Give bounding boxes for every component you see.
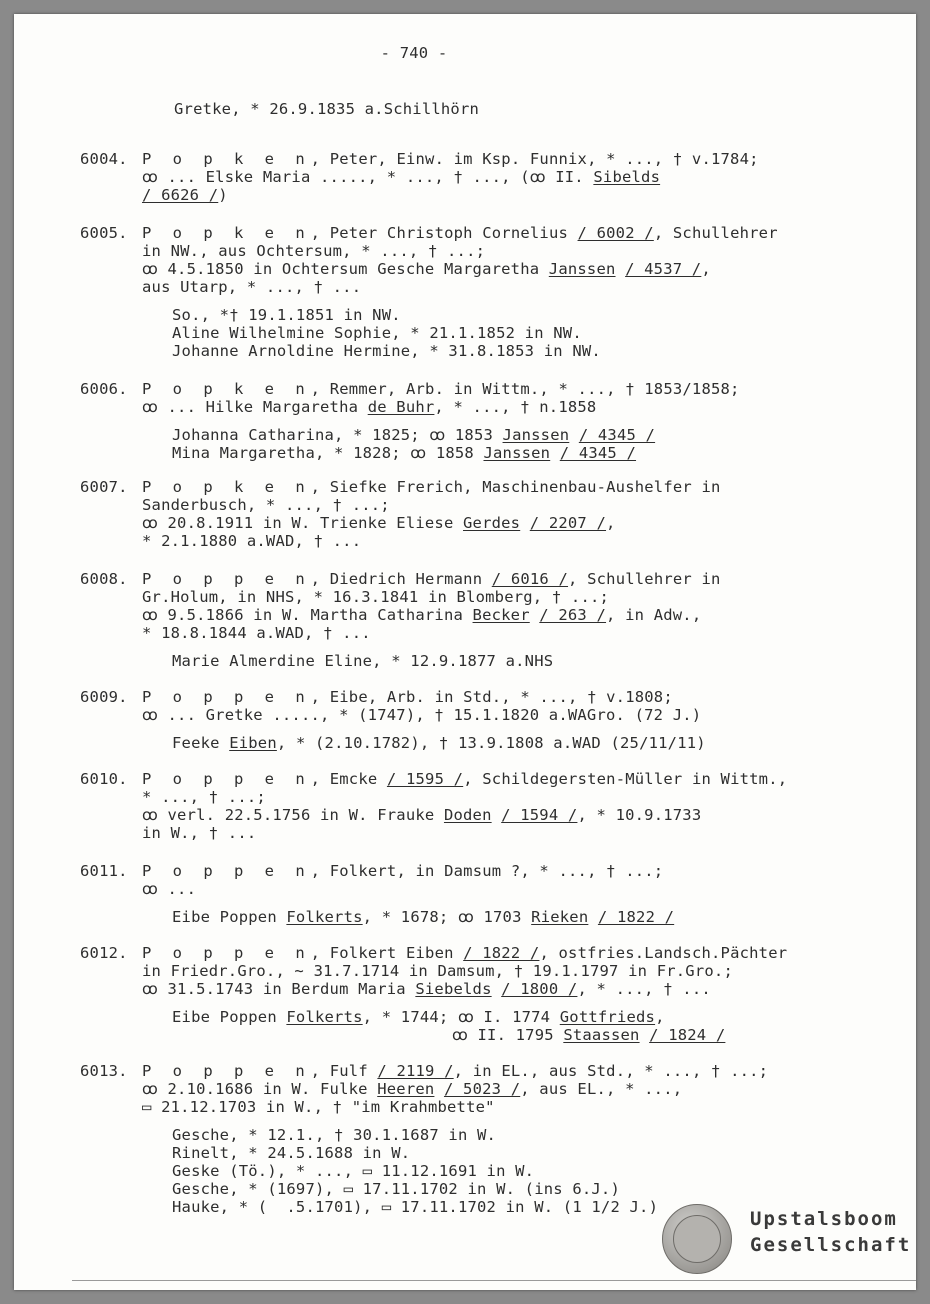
- child-text: Eibe Poppen: [172, 908, 287, 926]
- child-text: , * 1744; ꝏ I. 1774: [362, 1008, 560, 1026]
- entry-text: , Schildegersten-Müller in Wittm.,: [463, 770, 788, 788]
- cross-ref-number: / 6016 /: [491, 570, 569, 588]
- entry-number: 6006.: [80, 380, 128, 398]
- child-text: Johanna Catharina, * 1825; ꝏ 1853: [172, 426, 503, 444]
- child-line: Johanne Arnoldine Hermine, * 31.8.1853 in NW.: [172, 342, 601, 360]
- entry-number: 6009.: [80, 688, 128, 706]
- entry-text: * 2.1.1880 a.WAD, † ...: [142, 532, 362, 550]
- child-text: ꝏ II. 1795: [452, 1026, 564, 1044]
- cross-ref-number: / 1800 /: [501, 980, 578, 998]
- child-line: Aline Wilhelmine Sophie, * 21.1.1852 in NW.: [172, 324, 582, 342]
- surname: P o p p e n: [142, 1062, 311, 1080]
- entry-text: Sanderbusch, * ..., † ...;: [142, 496, 390, 514]
- surname: P o p k e n: [142, 380, 311, 398]
- cross-ref-number: / 4345 /: [578, 426, 656, 444]
- cross-ref-name: Rieken: [531, 908, 589, 926]
- entry-text: , Schullehrer: [653, 224, 778, 242]
- surname: P o p p e n: [142, 862, 311, 880]
- cross-ref-name: Folkerts: [286, 908, 363, 926]
- entry-text: ꝏ ...: [142, 880, 197, 898]
- entry-text: in Friedr.Gro., ∼ 31.7.1714 in Damsum, † 19.1.1797 in Fr.Gro.;: [142, 962, 733, 980]
- cross-ref-number: / 6002 /: [577, 224, 654, 242]
- entry-text: , Siefke Frerich, Maschinenbau-Aushelfer in: [310, 478, 721, 496]
- child-line: Gesche, * 12.1., † 30.1.1687 in W.: [172, 1126, 497, 1144]
- space: [640, 1026, 650, 1044]
- cross-ref-name: Doden: [443, 806, 492, 824]
- entry-text: in NW., aus Ochtersum, * ..., † ...;: [142, 242, 486, 260]
- child-line: Gesche, * (1697), ▭ 17.11.1702 in W. (ins 6.J.): [172, 1180, 620, 1198]
- surname: P o p p e n: [142, 688, 311, 706]
- entry-text: Gr.Holum, in NHS, * 16.3.1841 in Blomberg, † ...;: [142, 588, 610, 606]
- surname: P o p k e n: [142, 224, 311, 242]
- cross-ref-number: / 2207 /: [529, 514, 607, 532]
- child-text: , * (2.10.1782), † 13.9.1808 a.WAD (25/11/11): [276, 734, 706, 752]
- entry-text: ꝏ 2.10.1686 in W. Fulke: [142, 1080, 378, 1098]
- entry-number: 6007.: [80, 478, 128, 496]
- cross-ref-number: / 4537 /: [625, 260, 702, 278]
- space: [492, 980, 502, 998]
- child-line: Hauke, * ( .5.1701), ▭ 17.11.1702 in W. (1 1/2 J.): [172, 1198, 659, 1216]
- entry-text: , Fulf: [310, 1062, 378, 1080]
- cross-ref-number: / 6626 /: [142, 186, 219, 204]
- entry-body: [142, 478, 842, 550]
- entry-text: ▭ 21.12.1703 in W., † "im Krahmbette": [142, 1098, 495, 1116]
- surname: P o p p e n: [142, 944, 311, 962]
- entry-number: 6005.: [80, 224, 128, 242]
- cross-ref-name: Sibelds: [593, 168, 661, 186]
- surname: P o p k e n: [142, 150, 311, 168]
- entry-text: in W., † ...: [142, 824, 257, 842]
- entry-text: ,: [701, 260, 711, 278]
- entry-body: [142, 862, 842, 926]
- entry-text: ꝏ 4.5.1850 in Ochtersum Gesche Margaretha: [142, 260, 549, 278]
- cross-ref-number: / 5023 /: [443, 1080, 521, 1098]
- cross-ref-name: Heeren: [377, 1080, 435, 1098]
- entry-text: aus Utarp, * ..., † ...: [142, 278, 362, 296]
- entry-text: , * ..., † ...: [577, 980, 711, 998]
- cross-ref-name: Janssen: [502, 426, 570, 444]
- entry-text: , Eibe, Arb. in Std., * ..., † v.1808;: [310, 688, 673, 706]
- seal-icon: [662, 1204, 732, 1274]
- space: [530, 606, 540, 624]
- cross-ref-name: Eiben: [229, 734, 277, 752]
- entry-text: , in Adw.,: [606, 606, 702, 624]
- publisher-logo: [662, 1204, 912, 1278]
- space: [434, 1080, 444, 1098]
- entry-text: ꝏ ... Gretke ....., * (1747), † 15.1.1820 a.WAGro. (72 J.): [142, 706, 702, 724]
- space: [492, 806, 502, 824]
- entry-text: , aus EL., * ...,: [520, 1080, 683, 1098]
- entry-text: , * 10.9.1733: [577, 806, 702, 824]
- entry-text: ꝏ 20.8.1911 in W. Trienke Eliese: [142, 514, 464, 532]
- cross-ref-name: Janssen: [483, 444, 551, 462]
- cross-ref-number: / 1595 /: [386, 770, 464, 788]
- logo-line-1: Upstalsboom: [750, 1208, 898, 1230]
- space: [550, 444, 560, 462]
- entry-body: [142, 380, 842, 462]
- continuation-line: Gretke, * 26.9.1835 a.Schillhörn: [174, 100, 480, 118]
- child-line: Geske (Tö.), * ..., ▭ 11.12.1691 in W.: [172, 1162, 535, 1180]
- cross-ref-number: / 1822 /: [463, 944, 540, 962]
- entry-text: ꝏ 9.5.1866 in W. Martha Catharina: [142, 606, 473, 624]
- entry-body: [142, 944, 842, 1044]
- page-number: - 740 -: [380, 44, 448, 62]
- space: [588, 908, 598, 926]
- surname: P o p k e n: [142, 478, 311, 496]
- cross-ref-name: Becker: [472, 606, 530, 624]
- cross-ref-number: / 263 /: [539, 606, 607, 624]
- entry-body: [142, 150, 842, 204]
- entry-text: , Schullehrer in: [568, 570, 721, 588]
- entry-text: ): [218, 186, 228, 204]
- entry-number: 6011.: [80, 862, 128, 880]
- entry-text: ,: [606, 514, 616, 532]
- child-text: , * 1678; ꝏ 1703: [362, 908, 532, 926]
- entry-text: , Remmer, Arb. in Wittm., * ..., † 1853/1858;: [310, 380, 740, 398]
- cross-ref-name: Siebelds: [415, 980, 492, 998]
- footer-rule: [72, 1280, 916, 1281]
- logo-line-2: Gesellschaft: [750, 1234, 912, 1256]
- cross-ref-name: Folkerts: [286, 1008, 363, 1026]
- entry-body: [142, 1062, 842, 1216]
- surname: P o p p e n: [142, 770, 311, 788]
- space: [569, 426, 579, 444]
- cross-ref-number: / 1594 /: [501, 806, 578, 824]
- space: [520, 514, 530, 532]
- entry-text: ꝏ verl. 22.5.1756 in W. Frauke: [142, 806, 444, 824]
- cross-ref-name: Staassen: [563, 1026, 640, 1044]
- child-text: Feeke: [172, 734, 230, 752]
- entry-text: , Folkert, in Damsum ?, * ..., † ...;: [310, 862, 664, 880]
- surname: P o p p e n: [142, 570, 311, 588]
- cross-ref-name: Gerdes: [463, 514, 521, 532]
- entry-text: , Folkert Eiben: [310, 944, 464, 962]
- cross-ref-name: de Buhr: [367, 398, 435, 416]
- document-page: [14, 14, 916, 1290]
- entry-body: [142, 224, 842, 360]
- entry-text: , Diedrich Hermann: [310, 570, 492, 588]
- entry-text: , in EL., aus Std., * ..., † ...;: [453, 1062, 769, 1080]
- entry-text: * 18.8.1844 a.WAD, † ...: [142, 624, 371, 642]
- child-line: So., *† 19.1.1851 in NW.: [172, 306, 401, 324]
- entry-text: ꝏ 31.5.1743 in Berdum Maria: [142, 980, 416, 998]
- entry-body: [142, 688, 842, 752]
- entry-number: 6013.: [80, 1062, 128, 1080]
- entry-number: 6010.: [80, 770, 128, 788]
- space: [616, 260, 626, 278]
- entry-text: , ostfries.Landsch.Pächter: [539, 944, 788, 962]
- entry-text: ꝏ ... Elske Maria ....., * ..., † ..., (ꝏ II.: [142, 168, 594, 186]
- child-line: Marie Almerdine Eline, * 12.9.1877 a.NHS: [172, 652, 554, 670]
- entry-text: ꝏ ... Hilke Margaretha: [142, 398, 368, 416]
- entry-body: [142, 770, 842, 842]
- entry-text: , Peter Christoph Cornelius: [310, 224, 578, 242]
- cross-ref-number: / 2119 /: [377, 1062, 454, 1080]
- cross-ref-number: / 1824 /: [649, 1026, 726, 1044]
- cross-ref-number: / 4345 /: [559, 444, 637, 462]
- cross-ref-number: / 1822 /: [597, 908, 675, 926]
- child-text: Eibe Poppen: [172, 1008, 287, 1026]
- entry-number: 6008.: [80, 570, 128, 588]
- entry-number: 6004.: [80, 150, 128, 168]
- cross-ref-name: Gottfrieds: [559, 1008, 656, 1026]
- child-text: ,: [655, 1008, 665, 1026]
- cross-ref-name: Janssen: [548, 260, 616, 278]
- child-line: Rinelt, * 24.5.1688 in W.: [172, 1144, 411, 1162]
- child-text: Mina Margaretha, * 1828; ꝏ 1858: [172, 444, 484, 462]
- entry-number: 6012.: [80, 944, 128, 962]
- entry-body: [142, 570, 842, 670]
- entry-text: , * ..., † n.1858: [434, 398, 597, 416]
- entry-text: * ..., † ...;: [142, 788, 266, 806]
- entry-text: , Peter, Einw. im Ksp. Funnix, * ..., † v.1784;: [310, 150, 759, 168]
- entry-text: , Emcke: [310, 770, 387, 788]
